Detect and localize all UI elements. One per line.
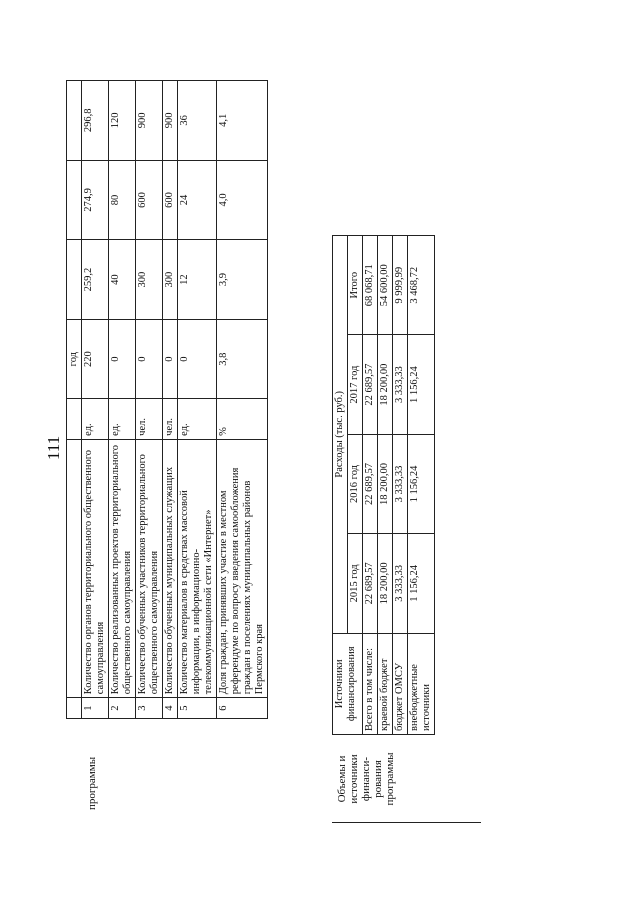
indicator-value: 36 — [178, 81, 217, 161]
table-row — [163, 81, 178, 719]
indicator-unit: % — [217, 399, 268, 439]
indicator-name: Доля граждан, принявших участие в местном референдуме по вопросу введения самообложения граждан в поселениях муниципальных районов Пермского края — [217, 439, 268, 697]
indicator-value: 24 — [178, 160, 217, 240]
indicators-header-row — [67, 81, 82, 719]
funding-header-row — [333, 236, 348, 735]
table-row — [363, 236, 378, 735]
indicator-unit: ед. — [82, 399, 109, 439]
row-number: 3 — [136, 698, 163, 719]
funding-value: 9 999,99 — [393, 236, 408, 335]
indicator-value: 900 — [163, 81, 178, 161]
column-header: 2015 год — [348, 534, 363, 633]
table-row — [393, 236, 408, 735]
sources-header: Источники финансирования — [333, 633, 363, 734]
row-number: 1 — [82, 698, 109, 719]
indicator-value: 120 — [109, 81, 136, 161]
indicator-name: Количество обученных муниципальных служащих — [163, 439, 178, 697]
funding-value: 3 333,33 — [393, 434, 408, 533]
funding-value: 3 333,33 — [393, 534, 408, 633]
funding-value: 1 156,24 — [408, 335, 435, 434]
funding-source: Всего в том числе: — [363, 633, 378, 734]
indicator-value: 0 — [136, 319, 163, 399]
row-number: 6 — [217, 698, 268, 719]
funding-section-label: Объемы и источники финанси-рования программы — [336, 752, 396, 806]
indicator-value: 4,1 — [217, 81, 268, 161]
indicator-value: 3,9 — [217, 240, 268, 320]
page-number: 111 — [44, 435, 63, 461]
table-row — [82, 81, 109, 719]
expenses-header: Расходы (тыс. руб.) — [333, 236, 348, 634]
row-number: 5 — [178, 698, 217, 719]
indicator-value: 80 — [109, 160, 136, 240]
indicator-value: 3,8 — [217, 319, 268, 399]
indicator-value: 4,0 — [217, 160, 268, 240]
indicator-value: 40 — [109, 240, 136, 320]
funding-table — [332, 235, 435, 735]
funding-value: 22 689,57 — [363, 335, 378, 434]
column-header: 2016 год — [348, 434, 363, 533]
indicator-value: 300 — [163, 240, 178, 320]
column-header: Итого — [348, 236, 363, 335]
row-number: 2 — [109, 698, 136, 719]
indicator-name: Количество реализованных проектов территориального общественного самоуправления — [109, 439, 136, 697]
table-row — [136, 81, 163, 719]
indicator-value: 600 — [163, 160, 178, 240]
funding-value: 68 068,71 — [363, 236, 378, 335]
funding-value: 18 200,00 — [378, 534, 393, 633]
year-header: год — [67, 319, 82, 399]
table-row — [408, 236, 435, 735]
funding-value: 18 200,00 — [378, 335, 393, 434]
table-row — [378, 236, 393, 735]
table-row — [217, 81, 268, 719]
table-row — [178, 81, 217, 719]
indicator-unit: чел. — [136, 399, 163, 439]
funding-source: бюджет ОМСУ — [393, 633, 408, 734]
indicator-value: 296,8 — [82, 81, 109, 161]
indicator-unit: чел. — [163, 399, 178, 439]
funding-value: 3 333,33 — [393, 335, 408, 434]
indicator-value: 300 — [136, 240, 163, 320]
indicators-table — [66, 80, 268, 719]
indicator-value: 220 — [82, 319, 109, 399]
program-label: программы — [86, 756, 98, 810]
funding-source: краевой бюджет — [378, 633, 393, 734]
funding-value: 22 689,57 — [363, 534, 378, 633]
indicator-name: Количество материалов в средствах массовой информации, в информационно-телекоммуникационной сети «Интернет» — [178, 439, 217, 697]
funding-value: 54 600,00 — [378, 236, 393, 335]
indicator-value: 0 — [178, 319, 217, 399]
indicator-value: 900 — [136, 81, 163, 161]
indicator-value: 274,9 — [82, 160, 109, 240]
funding-value: 1 156,24 — [408, 534, 435, 633]
indicator-value: 12 — [178, 240, 217, 320]
indicator-unit: ед. — [109, 399, 136, 439]
funding-value: 22 689,57 — [363, 434, 378, 533]
indicator-value: 0 — [163, 319, 178, 399]
indicator-value: 259,2 — [82, 240, 109, 320]
indicator-value: 0 — [109, 319, 136, 399]
funding-value: 18 200,00 — [378, 434, 393, 533]
funding-value: 1 156,24 — [408, 434, 435, 533]
funding-value: 3 468,72 — [408, 236, 435, 335]
indicator-value: 600 — [136, 160, 163, 240]
table-row — [109, 81, 136, 719]
indicator-name: Количество обученных участников территориального общественного самоуправления — [136, 439, 163, 697]
column-header: 2017 год — [348, 335, 363, 434]
row-number: 4 — [163, 698, 178, 719]
indicator-unit: ед. — [178, 399, 217, 439]
indicator-name: Количество органов территориального общественного самоуправления — [82, 439, 109, 697]
funding-source: внебюджетные источники — [408, 633, 435, 734]
